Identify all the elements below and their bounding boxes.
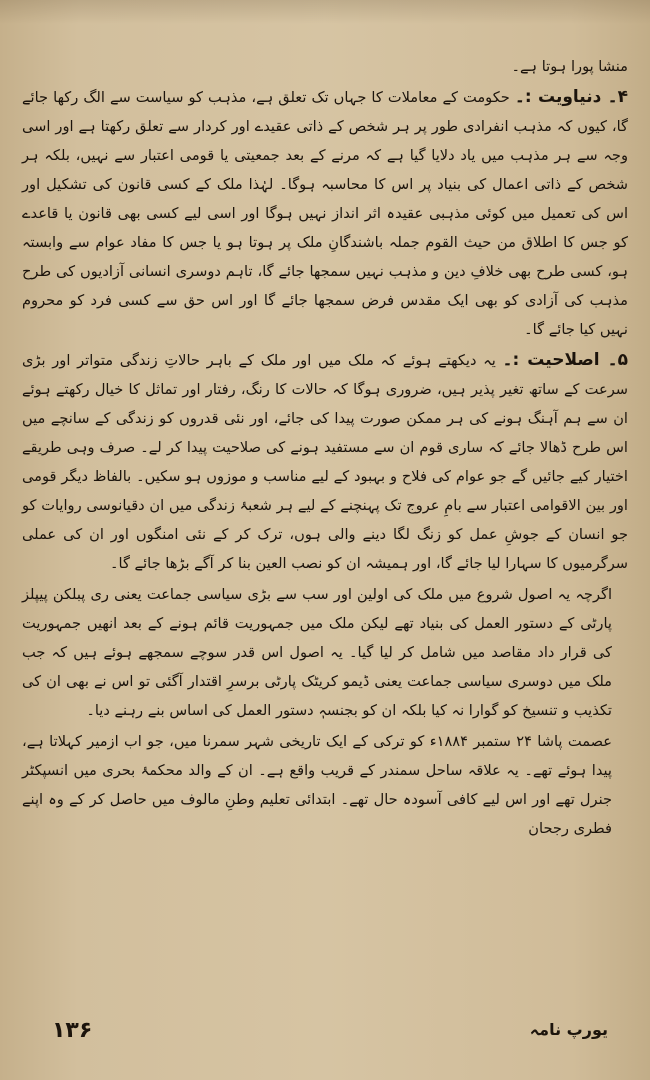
paragraph-text: یہ دیکھتے ہوئے کہ ملک میں اور ملک کے باہر حالاتِ زندگی متواتر اور بڑی سرعت کے ساتھ تغیر پذیر ہیں، ضروری ہوگا کہ حالات کا رنگ، رفتار اور تماثل کا خیال رکھتے ہوئے ان سے ہم آہنگ ہونے کی ہر ممکن صورت پیدا کی جائے، اور نئی قدروں کو زندگی کے سانچے میں اس طرح ڈھالا جائے کہ ساری قوم ان سے مستفید ہونے کی صلاحیت پیدا کر لے۔ صرف وہی طریقے اختیار کیے جائیں گے جو عوام کی فلاح و بہبود کے لیے مناسب و موزوں ہو سکیں۔ بالفاظ دیگر قومی اور بین الاقوامی اعتبار سے بامِ عروج تک پہنچنے کے لیے ہر شعبۂ زندگی میں ان دقیانوسی روایات کو جو انسان کے جوشِ عمل کو زنگ لگا دینے والی ہوں، ترک کر کے نئی امنگوں اور ان کی عملی سرگرمیوں کا سہارا لیا جائے گا، اور ہمیشہ ان کو نصب العین بنا کر آگے بڑھا جائے گا۔: [22, 352, 628, 572]
running-title: یورپ نامہ: [529, 1020, 608, 1039]
paragraph-ismet-pasha: [22, 727, 628, 843]
paragraph-secularism: [22, 83, 628, 344]
section-heading-reformism: ۵۔ اصلاحیت :۔: [502, 350, 628, 370]
paragraph-intro: [22, 52, 628, 81]
paragraph-text: منشا پورا ہوتا ہے۔: [511, 58, 628, 75]
page-footer: [22, 1018, 628, 1048]
page-body: [22, 52, 628, 843]
paragraph-text: حکومت کے معاملات کا جہاں تک تعلق ہے، مذہب کو سیاست سے الگ رکھا جائے گا، کیوں کہ مذہب انفرادی طور پر ہر شخص کے ذاتی عقیدے اور کردار سے تعلق رکھتا ہے اور اسی وجہ سے ہر مذہب میں یاد دلایا گیا ہے کہ مرنے کے بعد جمعیتی یا قومی اعتبار سے نہیں، بلکہ ہر شخص کے ذاتی اعمال کی بنیاد پر اس کا محاسبہ ہوگا۔ لہٰذا ملک کے کسی قانون کی تشکیل اور اس کی تعمیل میں کوئی مذہبی عقیدہ اثر انداز نہیں ہوگا اور اسی لیے کسی بھی قانون یا قاعدے کو جس کا اطلاق من حیث القوم جملہ باشندگانِ ملک پر ہوتا ہو یا جس کا مفاد عوام سے وابستہ ہو، کسی طرح بھی خلافِ دین و مذہب نہیں سمجھا جائے گا، تاہم دوسری انسانی آزادیوں کی طرح مذہب کی آزادی کو بھی ایک مقدس فرض سمجھا جائے گا اور اس حق سے کسی فرد کو محروم نہیں کیا جائے گا۔: [22, 89, 628, 338]
scan-shadow: [0, 0, 650, 24]
paragraph-text: اگرچہ یہ اصول شروع میں ملک کی اولین اور سب سے بڑی سیاسی جماعت یعنی ری پبلکن پیپلز پارٹی کے دستور العمل کی بنیاد تھے لیکن ملک میں جمہوریت قائم ہونے کے بعد انھیں جمہوریت کی قرار داد مقاصد میں شامل کر لیا گیا۔ یہ اصول اس قدر سوچے سمجھے ہوئے ہیں کہ جب ملک میں دوسری سیاسی جماعت یعنی ڈیمو کریٹک پارٹی برسرِ اقتدار آگئی تو اس نے بھی ان کی تکذیب و تنسیخ کو گوارا نہ کیا بلکہ ان کو بجنسہٖ دستور العمل کی اساس بنے رہنے دیا۔: [22, 586, 612, 719]
page-number: ۱۳۶: [52, 1018, 93, 1043]
section-heading-secularism: ۴۔ دنیاویت :۔: [514, 87, 629, 107]
paragraph-reformism: [22, 346, 628, 578]
paragraph-principles: [22, 580, 628, 725]
paragraph-text: عصمت پاشا ۲۴ ستمبر ۱۸۸۴ء کو ترکی کے ایک تاریخی شہر سمرنا میں، جو اب ازمیر کہلاتا ہے، پیدا ہوئے تھے۔ یہ علاقہ ساحل سمندر کے قریب واقع ہے۔ ان کے والد محکمۂ بحری میں انسپکٹر جنرل تھے اور اس لیے کافی آسودہ حال تھے۔ ابتدائی تعلیم وطنِ مالوف میں حاصل کر کے وہ اپنے فطری رجحان: [22, 733, 612, 837]
